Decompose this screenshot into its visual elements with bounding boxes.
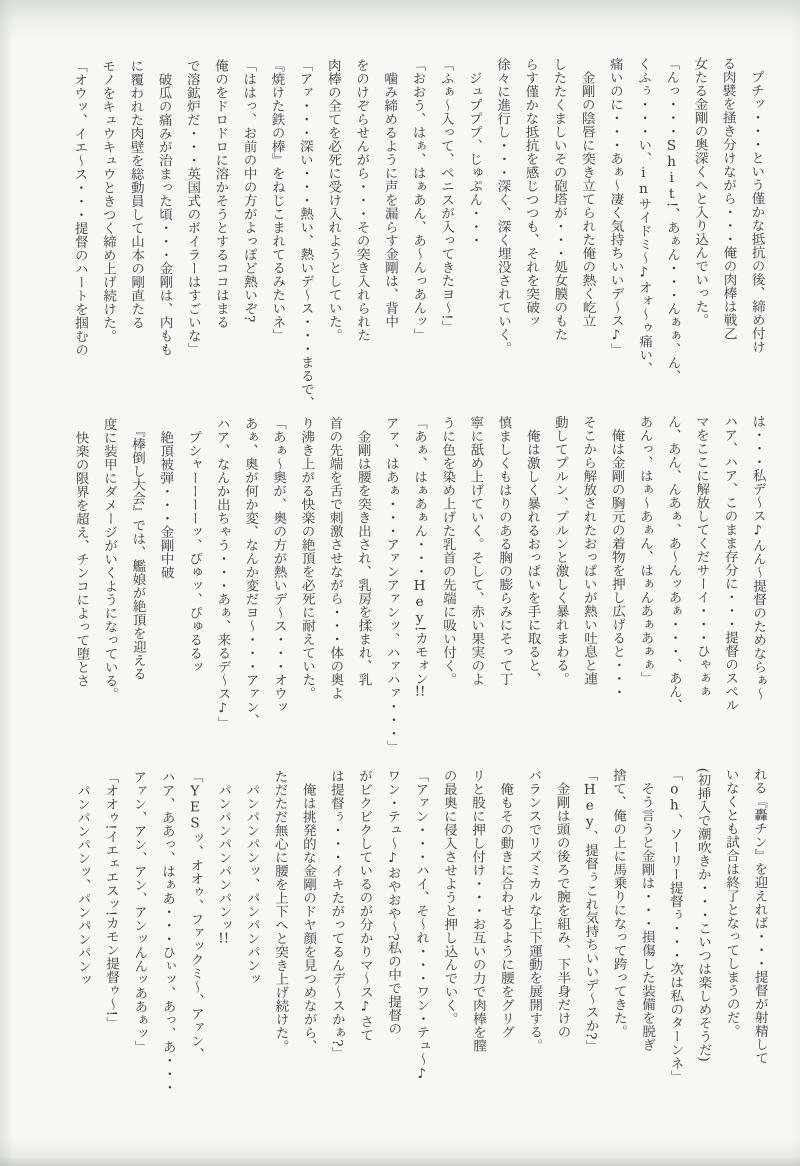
text-column: 俺は金剛の胸元の着物を押し広げると・・・	[608, 415, 626, 699]
text-column: 金剛は腰を突き出され、乳房を揉まれ、乳	[354, 416, 372, 687]
text-column: したたくましいその砲塔が・・・処女膜のもた	[550, 57, 568, 341]
text-column: そこから解放されたおっぱいが熱い吐息と連	[580, 415, 598, 686]
text-column: で溶鉱炉だ・・・英国式のボイラーはすごいな」	[183, 58, 201, 356]
text-column: の最奥に侵入させようと押し込んでいく。	[440, 768, 458, 1026]
text-column: モノをキュウキュウときつく締め上げ続けた。	[99, 59, 117, 343]
text-column: リと股に押し付け・・・お互いの力で肉棒を膣	[468, 768, 487, 1053]
text-column: ただただ無心に腰を上下へと突き上げ続けた。	[271, 769, 289, 1054]
text-column: 寧に舐め上げていく。そして、赤い果実のよ	[467, 415, 485, 686]
text-column: 「oh、ソーリー提督ぅ・・・次は私のターンネ」	[666, 767, 684, 1084]
text-column: 俺のをドロドロに溶かそうとするココはまる	[211, 58, 230, 329]
text-column: アァ、はあぁ・・・アァンアァンッ、ハァハァ・・・」	[382, 416, 401, 754]
text-column: 「あぁ〜奥が、奥の方が熱いデ〜ス・・・オウッ	[269, 416, 288, 714]
text-column: 金剛は頭の後ろで腕を組み、下半身だけの	[553, 768, 571, 1039]
text-column: マをここに解放してくだサーイ・・・ひゃぁぁ	[692, 414, 711, 699]
text-column: 『焼けた鉄の棒』をねじこまれてるみたいネ」	[268, 58, 286, 343]
text-column: あんっ、はぁ〜あぁん、はぁんあぁあぁぁ」	[636, 414, 654, 685]
text-column: 肉棒の全てを必死に受け入れようとしていた。	[324, 58, 342, 342]
text-column: 俺もその動きに合わせるように腰をグリグ	[496, 768, 515, 1039]
text-band-middle	[47, 414, 773, 769]
text-column: 「YESッ、オオゥ、ファックミ〜、アァン、	[186, 769, 205, 1061]
text-column: 「オウッ、イエ〜ス・・・提督のハートを掴むの	[70, 59, 89, 357]
text-column: そう言うと金剛は・・・損傷した装備を脱ぎ	[637, 767, 656, 1052]
text-column: 『棒倒し大会』では、艦娘が絶頂を迎える	[128, 417, 146, 681]
text-column: ワン・テュ〜♪おやおや〜?私の中で提督の	[384, 769, 402, 1036]
text-column: プチッ・・・という僅かな抵抗の後、締め付け	[747, 56, 766, 354]
text-column: ん、あん、んあぁ、あ〜んッあぁ・・・、あん、	[664, 414, 682, 712]
text-column: ジュプププ、じゅぷん・・・	[465, 57, 483, 247]
text-column: パンパンパンッ、パンパンパンッ	[243, 769, 261, 986]
text-column: 「ふぁ〜入って、ペニスが入ってきたヨ〜!」	[437, 57, 455, 334]
text-column: 女たる金剛の奥深くへと入り込んでいった。	[691, 56, 709, 327]
text-column: うに色を染め上げた乳首の先端に吸い付く。	[439, 415, 457, 686]
text-column: バランスでリズミカルな上下運動を展開する。	[525, 768, 543, 1052]
text-column: 「アァン・・・ハイ、そ〜れ・・・ワン・テュ〜♪	[412, 768, 430, 1082]
text-column: 「おおう、はぁ、はぁあん、あ〜んっあんッ」	[409, 57, 427, 342]
text-column: 捨て、俺の上に馬乗りになって跨ってきた。	[609, 768, 627, 1039]
text-column: 慎ましくもはりのある胸の膨らみにそって丁	[495, 415, 513, 686]
text-column: くふぅ・・・い、inサイドミ〜♪オォ〜ゥ痛い、	[634, 56, 653, 375]
text-column: 痛いのに・・・あぁ〜凄く気持ちいいデ〜ス♪」	[606, 57, 624, 357]
text-column: 破瓜の痛みが治まった頃・・・金剛は、内もも	[155, 58, 173, 357]
text-column: プシャーーーーッ、ぴゅッ、ぴゅるるッ	[185, 416, 203, 674]
text-column: 快楽の限界を超え、チンコによって堕とさ	[72, 417, 90, 688]
text-column: ハア、ああっ、はぁあ・・・ひぃッ、あっ、あ・・・	[158, 769, 176, 1095]
text-column: パンパンパンッ、パンパンパンッ	[73, 770, 91, 987]
text-column: 金剛の陰唇に突き立てられた俺の熱く屹立	[578, 57, 596, 328]
text-column: は提督ぅ・・・イキたがってるんデ〜スかぁ?」	[327, 769, 346, 1061]
text-column: に覆われた肉壁を総動員して山本の剛直たる	[127, 59, 145, 330]
text-column: れる『轟チン』を迎えれば・・・提督が射精して	[750, 767, 769, 1065]
text-column: 俺は激しく暴れるおっぱいを手に取ると、	[523, 415, 541, 686]
text-column: アァン、アン、アン、アンッんんッああぁッ」	[130, 770, 148, 1054]
text-column: 「あぁ、はぁあぁん・・・Hey!カモォン!!	[410, 415, 429, 699]
text-band-bottom	[49, 767, 775, 1128]
text-column: 「ははっ、お前の中の方がよっぽど熱いぞ?	[240, 58, 258, 323]
text-column: 俺は挑発的な金剛のドヤ顔を見つめながら、	[299, 769, 317, 1053]
text-column: 動してプルン、プルンと激しく暴れまわる。	[551, 415, 570, 686]
text-column: り沸き上がる快楽の絶頂を必死に耐えていた。	[298, 416, 316, 700]
text-column: らす僅かな抵抗を感じつつも、それを突破ッ	[522, 57, 540, 328]
text-column: 首の先端を舌で刺激させながら・・・体の奥よ	[326, 416, 344, 700]
text-column: ハア、ハア、このまま存分に・・・提督のスペル	[721, 414, 739, 712]
text-column: 絶頂被弾・・・金剛中破	[157, 416, 174, 580]
text-column: がビクビクしているのが分かりマ〜ス♪さて	[355, 769, 374, 1042]
text-column: パンパンパンパンパンッ!!	[214, 769, 232, 946]
text-column: あぁ、奥が何か変、なんか変だヨ〜・・・アァン、	[241, 416, 259, 728]
text-column: は・・・私デ〜ス♪んん〜提督のためならぁ〜	[749, 414, 767, 701]
text-column: 「オオゥ!イエェエスッ!カモン提督ゥ〜!」	[102, 770, 120, 1030]
text-column: (初挿入で潮吹きか・・・こいつは楽しめそうだ)	[694, 767, 712, 1062]
text-column: 「アァ・・・深い・・・熱い、熱いデ〜ス・・・まるで、	[296, 58, 314, 410]
text-band-top	[46, 56, 772, 411]
text-column: をのけぞらせんがら・・・その突き入れられた	[352, 58, 371, 342]
text-column: いなくとも試合は終了となってしまうのだ。	[722, 767, 740, 1038]
text-column: る肉襞を掻き分けながら・・・俺の肉棒は戦乙	[719, 56, 737, 341]
text-column: 度に装甲にダメージがいくようになっている。	[100, 417, 118, 701]
text-column: ハア、なんか出ちゃう・・・あぁ、来るデ〜ス♪」	[213, 416, 231, 730]
text-column: 徐々に進行し・・・深く、深く埋没されていく。	[493, 57, 512, 355]
text-column: 「んっ・・・Shit!、あぁん・・・んぁぁ、ん、	[663, 56, 681, 383]
text-column: 噛み締めるように声を漏らす金剛は、背中	[381, 58, 399, 329]
text-column: 「Hey、提督ぅこれ気持ちいいデ〜スか?」	[581, 768, 599, 1053]
